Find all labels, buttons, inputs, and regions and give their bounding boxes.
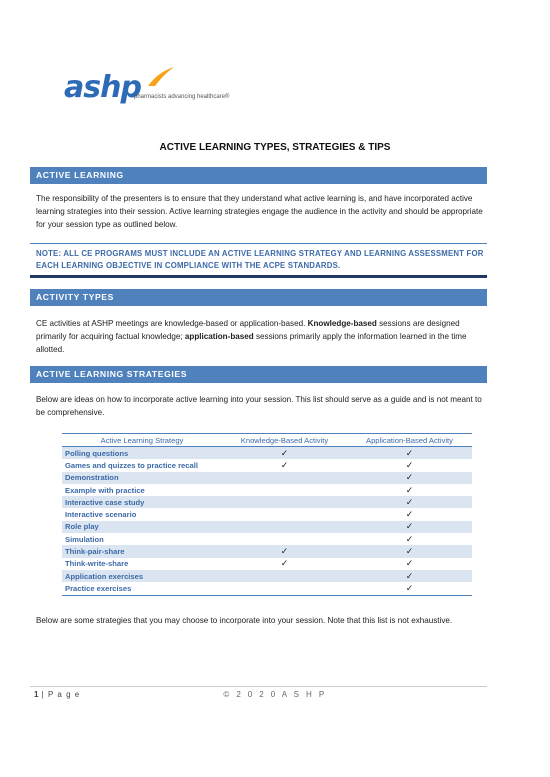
strategy-label: Interactive scenario	[65, 510, 137, 520]
table-row	[62, 545, 472, 557]
table-row	[62, 508, 472, 520]
strategies-outro: Below are some strategies that you may choose to incorporate into your session. Note that this list is not exhaustive.	[36, 616, 453, 625]
column-header-knowledge: Knowledge-Based Activity	[222, 434, 347, 447]
knowledge-check-icon: ✓	[280, 459, 289, 470]
table-row	[62, 459, 472, 471]
application-check-icon: ✓	[405, 533, 414, 544]
strategy-label: Practice exercises	[62, 582, 222, 595]
application-check-icon: ✓	[405, 558, 414, 569]
strategy-label: Demonstration	[62, 472, 222, 484]
table-row	[62, 570, 472, 582]
activity-types-text-1: CE activities at ASHP meetings are knowledge-based or application-based.	[36, 319, 308, 328]
table-header-row	[62, 434, 472, 447]
knowledge-check-icon	[222, 508, 347, 520]
strategy-label: Games and quizzes to practice recall	[65, 460, 198, 470]
application-check-icon: ✓	[347, 447, 472, 460]
logo-wordmark: ashp	[64, 70, 141, 105]
note-divider-top	[30, 243, 487, 244]
application-check-icon: ✓	[347, 582, 472, 595]
knowledge-based-term: Knowledge-based	[307, 319, 377, 328]
application-check-icon: ✓	[405, 484, 414, 495]
knowledge-check-icon	[222, 496, 347, 508]
activity-types-text-3: sessions primarily apply the information learned in the time allotted.	[36, 331, 467, 354]
knowledge-check-icon: ✓	[280, 558, 289, 569]
knowledge-check-icon	[222, 570, 347, 582]
strategy-label: Think-write-share	[65, 559, 129, 569]
knowledge-check-icon: ✓	[222, 447, 347, 460]
strategy-label: Application exercises	[62, 570, 222, 582]
table-row	[62, 582, 472, 595]
strategy-label: Polling questions	[62, 447, 222, 460]
logo-tagline: pharmacists advancing healthcare®	[134, 94, 230, 100]
active-learning-body: The responsibility of the presenters is to ensure that they understand what active learning is, and have incorporated active learning strategies into their session. Active learning strategies engage the audience in the activity and should be appropriate for your session type as outlined below.	[36, 194, 483, 229]
knowledge-check-icon	[222, 582, 347, 595]
application-based-term: application-based	[184, 331, 254, 341]
acpe-note: NOTE: ALL CE PROGRAMS MUST INCLUDE AN ACTIVE LEARNING STRATEGY AND LEARNING ASSESSMENT FOR EACH LEARNING OBJECTIVE IN COMPLIANCE WITH THE ACPE STANDARDS.	[36, 249, 484, 270]
application-check-icon: ✓	[347, 472, 472, 484]
page-label: | P a g e	[38, 690, 81, 699]
copyright: © 2 0 2 0 A S H P	[223, 690, 327, 699]
table-row	[62, 521, 472, 533]
strategy-label: Role play	[62, 521, 222, 533]
footer-divider	[30, 686, 487, 687]
knowledge-check-icon: ✓	[222, 545, 347, 557]
strategy-label: Example with practice	[65, 485, 145, 495]
strategy-label: Think-pair-share	[62, 545, 222, 557]
section-heading-activity-types: ACTIVITY TYPES	[30, 289, 487, 306]
table-row	[62, 558, 472, 570]
strategy-label: Interactive case study	[62, 496, 222, 508]
table-row	[62, 484, 472, 496]
column-header-strategy: Active Learning Strategy	[62, 434, 222, 447]
logo-swoosh-icon	[146, 66, 176, 88]
knowledge-check-icon	[222, 521, 347, 533]
application-check-icon: ✓	[347, 545, 472, 557]
knowledge-check-icon	[222, 472, 347, 484]
column-header-application: Application-Based Activity	[347, 434, 472, 447]
ashp-logo	[64, 68, 234, 110]
table-row	[62, 472, 472, 484]
page-number-value: 1	[34, 690, 39, 699]
knowledge-check-icon	[222, 484, 347, 496]
strategy-label: Simulation	[65, 534, 104, 544]
application-check-icon: ✓	[347, 521, 472, 533]
section-heading-strategies: ACTIVE LEARNING STRATEGIES	[30, 366, 487, 383]
application-check-icon: ✓	[347, 570, 472, 582]
table-row	[62, 447, 472, 460]
application-check-icon: ✓	[405, 459, 414, 470]
activity-types-text-2: sessions are designed primarily for acquiring factual knowledge;	[36, 319, 460, 341]
section-heading-active-learning: ACTIVE LEARNING	[30, 167, 487, 184]
strategies-table	[62, 433, 472, 596]
application-check-icon: ✓	[405, 509, 414, 520]
knowledge-check-icon	[222, 533, 347, 545]
table-row	[62, 496, 472, 508]
page-title: ACTIVE LEARNING TYPES, STRATEGIES & TIPS	[159, 142, 391, 153]
activity-types-body	[36, 318, 486, 356]
application-check-icon: ✓	[347, 496, 472, 508]
note-divider-bottom	[30, 275, 487, 278]
table-row	[62, 533, 472, 545]
strategies-intro: Below are ideas on how to incorporate active learning into your session. This list should serve as a guide and is not meant to be comprehensive.	[36, 395, 482, 417]
